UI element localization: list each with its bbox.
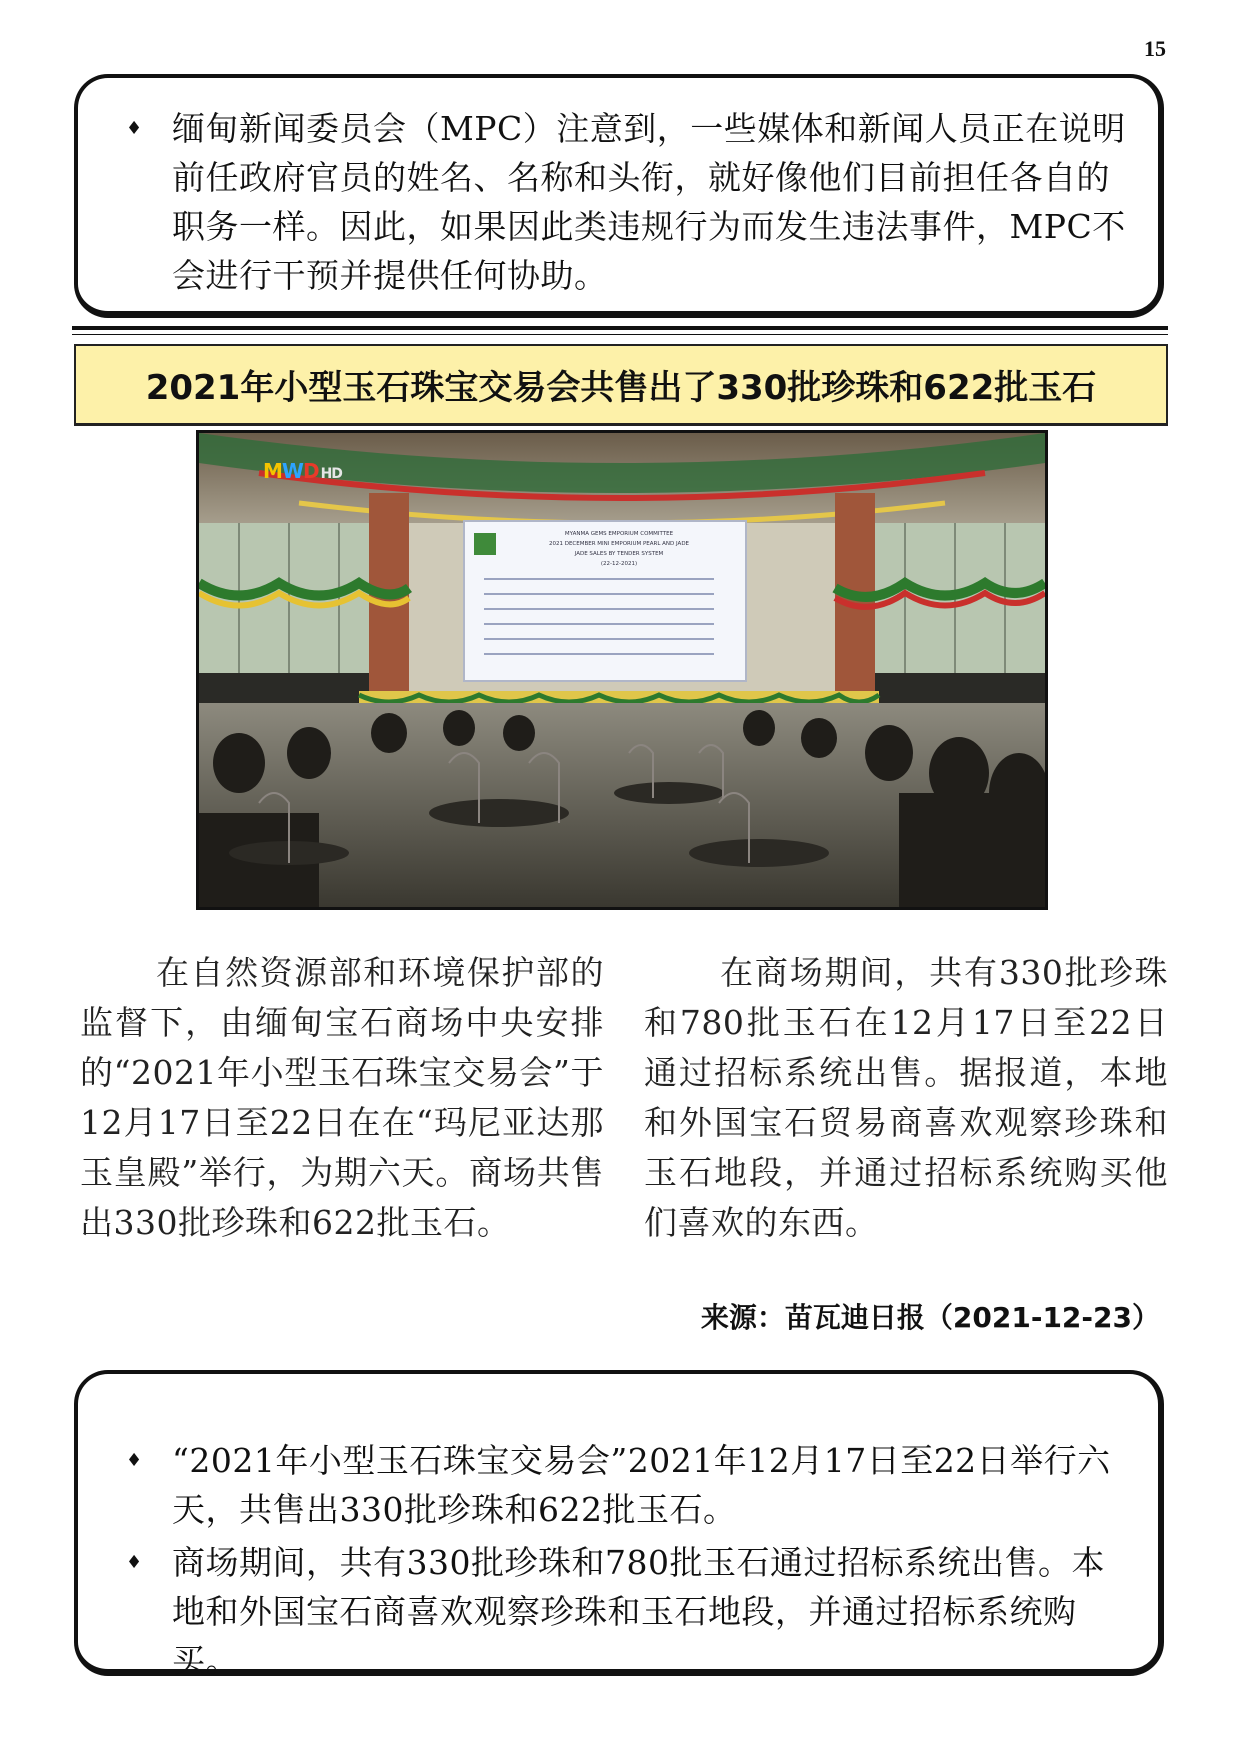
summary-bullet xyxy=(118,1436,1130,1534)
tv-channel-logo: MWD HD xyxy=(263,459,342,483)
notice-bullet xyxy=(118,104,1130,300)
screen-line-3: JADE SALES BY TENDER SYSTEM xyxy=(574,551,664,557)
page-number: 15 xyxy=(1144,36,1166,61)
screen-line-4: (22-12-2021) xyxy=(600,561,638,567)
divider-thick xyxy=(72,326,1168,330)
divider-thin xyxy=(72,334,1168,335)
diamond-bullet-icon: ♦ xyxy=(126,118,143,139)
diamond-bullet-icon: ♦ xyxy=(126,1552,143,1573)
notice-text: 缅甸新闻委员会（MPC）注意到，一些媒体和新闻人员正在说明前任政府官员的姓名、名称和头衔，就好像他们目前担任各自的职务一样。因此，如果因此类违规行为而发生违法事件，MPC不会进行干预并提供任何协助。 xyxy=(172,109,1126,295)
notice-box xyxy=(74,74,1164,318)
summary-text-1: “2021年小型玉石珠宝交易会”2021年12月17日至22日举行六天，共售出330批珍珠和622批玉石。 xyxy=(172,1441,1111,1529)
article-headline: 2021年小型玉石珠宝交易会共售出了330批珍珠和622批玉石 xyxy=(74,344,1168,426)
summary-box xyxy=(74,1370,1164,1680)
article-column-right xyxy=(644,948,1168,1248)
article-paragraph-right: 在商场期间，共有330批珍珠和780批玉石在12月17日至22日通过招标系统出售。据报道，本地和外国宝石贸易商喜欢观察珍珠和玉石地段，并通过招标系统购买他们喜欢的东西。 xyxy=(644,953,1168,1242)
article-source: 来源：苗瓦迪日报（2021-12-23） xyxy=(700,1301,1160,1334)
screen-line-2: 2021 DECEMBER MINI EMPORIUM PEARL AND JADE xyxy=(548,541,690,547)
diamond-bullet-icon: ♦ xyxy=(126,1450,143,1471)
hall-scene-illustration xyxy=(199,433,1045,907)
article-paragraph-left: 在自然资源部和环境保护部的监督下，由缅甸宝石商场中央安排的“2021年小型玉石珠宝交易会”于12月17日至22日在在“玛尼亚达那玉皇殿”举行，为期六天。商场共售出330批珍珠和622批玉石。 xyxy=(80,953,604,1242)
screen-line-1: MYANMA GEMS EMPORIUM COMMITTEE xyxy=(564,531,674,537)
article-column-left xyxy=(80,948,604,1248)
summary-text-2: 商场期间，共有330批珍珠和780批玉石通过招标系统出售。本地和外国宝石商喜欢观察珍珠和玉石地段，并通过招标系统购买。 xyxy=(172,1543,1105,1680)
event-photo xyxy=(196,430,1048,910)
summary-bullet xyxy=(118,1538,1130,1685)
